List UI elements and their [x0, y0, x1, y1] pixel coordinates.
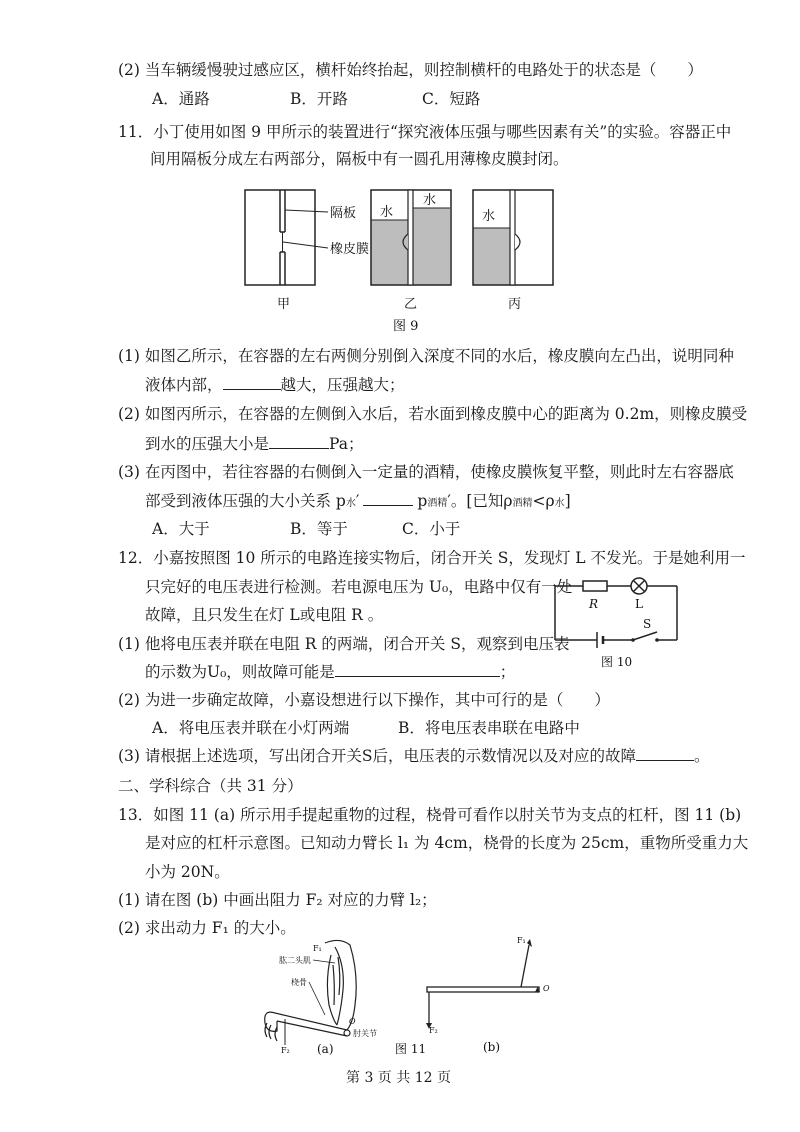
q11-p3-line2: [145, 491, 571, 514]
q11-p1-text-pre: 液体内部，: [145, 376, 223, 394]
figure-9: [230, 180, 570, 340]
q12-option-b: B．将电压表串联在电路中: [398, 719, 580, 737]
q12-line2: 只完好的电压表进行检测。若电源电压为 U₀，电路中仅有一处: [145, 578, 573, 596]
q12-p3-text-pre: (3) 请根据上述选项，写出闭合开关S后，电压表的示数情况以及对应的故障: [118, 747, 637, 765]
sub-label-a: (a): [317, 1042, 334, 1056]
q11-p3-prime: ′: [355, 492, 360, 510]
label-partition: 隔板: [330, 206, 357, 221]
q11-option-b: B．等于: [290, 520, 348, 538]
q13-line3: 小为 20N。: [145, 863, 230, 881]
q11-p3-lt: <ρ: [532, 492, 555, 510]
q12-line3: 故障，且只发生在灯 L或电阻 R 。: [145, 606, 384, 624]
section-2-title: 二、学科综合（共 31 分）: [118, 777, 303, 795]
q12-p2: (2) 为进一步确定故障，小嘉设想进行以下操作，其中可行的是（ ）: [118, 691, 610, 709]
q11-p3-text-post: ′。[已知ρ: [447, 492, 513, 510]
q10-2-option-a: A．通路: [152, 90, 210, 108]
sub-label-yi: 乙: [404, 297, 418, 312]
q10-2-option-b: B．开路: [290, 90, 348, 108]
q11-p1-line2: [145, 375, 405, 395]
q12-p3-blank[interactable]: [636, 746, 694, 761]
q11-p3-sub-alcohol: 酒精: [427, 498, 448, 509]
page-footer: 第 3 页 共 12 页: [346, 1070, 451, 1086]
q11-p3-blank[interactable]: [363, 491, 413, 506]
q11-p1-text-post: 越大，压强越大；: [280, 376, 405, 394]
sub-label-bing: 丙: [508, 297, 522, 312]
switch-s: [633, 632, 657, 640]
q12-p3-text-post: 。: [694, 747, 710, 765]
label-biceps: 肱二头肌: [279, 956, 311, 965]
figure-11-b-lever: [427, 945, 539, 1023]
yi-water-right: 水: [423, 193, 437, 208]
label-b-f2: F₂: [429, 1026, 438, 1035]
resistor-r: [583, 581, 607, 591]
figure-10: [545, 572, 690, 672]
q11-p1-line1: (1) 如图乙所示，在容器的左右两侧分别倒入深度不同的水后，橡皮膜向左凸出，说明同种: [118, 347, 734, 365]
q11-p3-end: ]: [564, 492, 571, 510]
label-r: R: [589, 597, 599, 611]
q11-p2-blank[interactable]: [269, 434, 329, 449]
q11-p1-blank[interactable]: [223, 375, 281, 390]
q11-p2-line2: [145, 434, 364, 454]
q12-p1-line1: (1) 他将电压表并联在电阻 R 的两端，闭合开关 S，观察到电压表: [118, 635, 570, 653]
label-b-f1: F₁: [517, 936, 526, 945]
label-s: S: [643, 617, 652, 631]
q11-p3-text-pre: 部受到液体压强的大小关系 p: [145, 492, 346, 510]
label-l: L: [635, 597, 643, 611]
q10-2-stem: (2) 当车辆缓慢驶过感应区，横杆始终抬起，则控制横杆的电路处于的状态是（ ）: [118, 61, 703, 79]
figure-9-caption: 图 9: [393, 319, 419, 334]
q12-p1-text-pre: 的示数为U₀，则故障可能是: [145, 663, 335, 681]
label-membrane: 橡皮膜: [330, 242, 370, 257]
sub-label-b: (b): [483, 1040, 501, 1054]
figure-9-jia: [245, 190, 328, 285]
q12-option-a: A．将电压表并联在小灯两端: [152, 719, 350, 737]
q13-line1: 13．如图 11 (a) 所示用手提起重物的过程，桡骨可看作以肘关节为支点的杠杆，图 11 (b): [118, 806, 742, 824]
q11-p3-sub-water: 水: [345, 498, 356, 509]
figure-11: [255, 935, 575, 1060]
label-elbow: 肘关节: [353, 1029, 377, 1038]
label-a-o: O: [349, 1017, 356, 1026]
label-a-f2: F₂: [281, 1046, 290, 1055]
sub-label-jia: 甲: [277, 297, 291, 312]
q11-p2-text-pre: 到水的压强大小是: [145, 435, 270, 453]
q11-p3-line1: (3) 在丙图中，若往容器的右侧倒入一定量的酒精，使橡皮膜恢复平整，则此时左右容器底: [118, 463, 734, 481]
q11-p2-text-post: Pa；: [329, 435, 364, 453]
q13-p1: (1) 请在图 (b) 中画出阻力 F₂ 对应的力臂 l₂；: [118, 891, 437, 909]
q11-p3-sub-rho-alcohol: 酒精: [512, 498, 533, 509]
q11-line1: 11．小丁使用如图 9 甲所示的装置进行“探究液体压强与哪些因素有关”的实验。容器正中: [118, 123, 732, 141]
q13-p2: (2) 求出动力 F₁ 的大小。: [118, 919, 296, 937]
q11-option-a: A．大于: [152, 520, 210, 538]
q12-p1-line2: [145, 662, 515, 682]
figure-9-bing: [473, 190, 553, 285]
bing-water: 水: [482, 209, 496, 224]
q11-p3-sub-rho-water: 水: [554, 498, 565, 509]
label-radius: 桡骨: [291, 978, 307, 987]
q11-p2-line1: (2) 如图丙所示，在容器的左侧倒入水后，若水面到橡皮膜中心的距离为 0.2m，则橡皮膜受: [118, 405, 748, 423]
figure-10-caption: 图 10: [601, 655, 633, 669]
q11-line2: 间用隔板分成左右两部分，隔板中有一圆孔用薄橡皮膜封闭。: [150, 150, 569, 168]
q12-p3: [118, 746, 710, 766]
yi-water-left: 水: [380, 205, 394, 220]
q12-line1: 12．小嘉按照图 10 所示的电路连接实物后，闭合开关 S，发现灯 L 不发光。于是她利用一: [118, 549, 746, 567]
figure-11-caption: 图 11: [395, 1042, 427, 1056]
q11-option-c: C．小于: [402, 520, 461, 538]
q13-line2: 是对应的杠杆示意图。已知动力臂长 l₁ 为 4cm，桡骨的长度为 25cm，重物所受重力大: [145, 834, 749, 852]
q12-p1-blank[interactable]: [335, 662, 500, 677]
q12-p1-text-post: ；: [499, 663, 516, 681]
q11-p3-p: p: [417, 492, 428, 510]
label-b-o: O: [543, 984, 550, 993]
label-a-f1: F₁: [313, 944, 322, 953]
q10-2-option-c: C．短路: [422, 90, 481, 108]
